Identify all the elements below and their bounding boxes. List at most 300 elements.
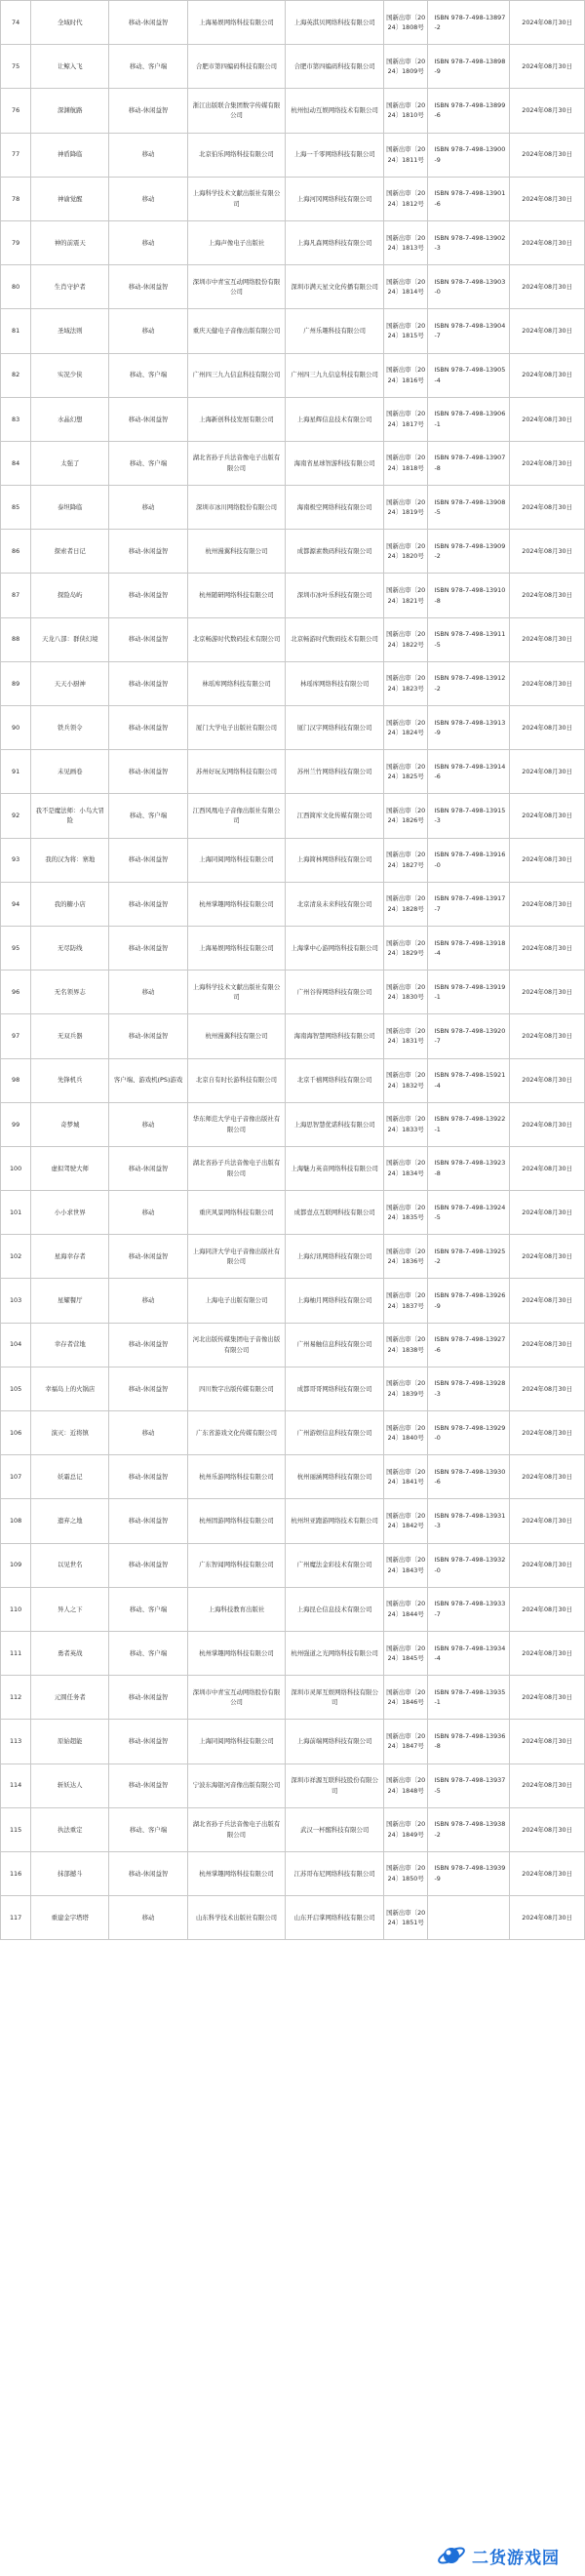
table-row [1, 220, 585, 264]
isbn-cell: ISBN 978-7-498-13923-8 [428, 1146, 510, 1190]
game-name-cell: 神的前震天 [31, 220, 109, 264]
game-name-cell: 遗弃之地 [31, 1499, 109, 1543]
operator-cell: 武汉一杯醒科技有限公司 [286, 1807, 384, 1851]
approval-number-cell: 国新出审〔2024〕1817号 [383, 397, 428, 441]
table-row [1, 1896, 585, 1940]
approval-date-cell: 2024年08月30日 [510, 1, 585, 45]
isbn-cell: ISBN 978-7-498-13924-5 [428, 1191, 510, 1235]
approval-date-cell: 2024年08月30日 [510, 1323, 585, 1367]
publisher-cell: 杭州漫翼科技有限公司 [187, 1014, 286, 1058]
table-row [1, 926, 585, 970]
approval-number-cell: 国新出审〔2024〕1827号 [383, 838, 428, 882]
approval-number-cell: 国新出审〔2024〕1810号 [383, 89, 428, 133]
publisher-cell: 重庆风景网络科技有限公司 [187, 1191, 286, 1235]
game-type-cell: 移动、客户端 [109, 1807, 187, 1851]
game-name-cell: 神盾降临 [31, 133, 109, 177]
game-type-cell: 移动、客户端 [109, 1631, 187, 1675]
approval-number-cell: 国新出审〔2024〕1843号 [383, 1543, 428, 1587]
approval-number-cell: 国新出审〔2024〕1809号 [383, 45, 428, 89]
isbn-cell: ISBN 978-7-498-13927-6 [428, 1323, 510, 1367]
publisher-cell: 杭州固游网络科技有限公司 [187, 1499, 286, 1543]
row-number-cell: 77 [1, 133, 31, 177]
approval-date-cell: 2024年08月30日 [510, 1631, 585, 1675]
approval-date-cell: 2024年08月30日 [510, 1896, 585, 1940]
operator-cell: 上海河冈网络科技有限公司 [286, 177, 384, 220]
row-number-cell: 95 [1, 926, 31, 970]
game-name-cell: 深渊航路 [31, 89, 109, 133]
game-type-cell: 移动-休闲益智 [109, 1014, 187, 1058]
isbn-cell: ISBN 978-7-498-13937-5 [428, 1764, 510, 1807]
isbn-cell: ISBN 978-7-498-13925-2 [428, 1235, 510, 1279]
approval-number-cell: 国新出审〔2024〕1815号 [383, 309, 428, 353]
isbn-cell: ISBN 978-7-498-13901-6 [428, 177, 510, 220]
publisher-cell: 上海新创科技发展有限公司 [187, 397, 286, 441]
isbn-cell: ISBN 978-7-498-13932-0 [428, 1543, 510, 1587]
publisher-cell: 山东科学技术出版社有限公司 [187, 1896, 286, 1940]
game-type-cell: 移动-休闲益智 [109, 661, 187, 705]
game-name-cell: 泰坦降临 [31, 486, 109, 530]
row-number-cell: 102 [1, 1235, 31, 1279]
approval-date-cell: 2024年08月30日 [510, 1411, 585, 1455]
approval-date-cell: 2024年08月30日 [510, 750, 585, 794]
isbn-cell: ISBN 978-7-498-13910-8 [428, 574, 510, 617]
approval-number-cell: 国新出审〔2024〕1812号 [383, 177, 428, 220]
approval-date-cell: 2024年08月30日 [510, 661, 585, 705]
isbn-cell: ISBN 978-7-498-13938-2 [428, 1807, 510, 1851]
isbn-cell: ISBN 978-7-498-13928-3 [428, 1367, 510, 1410]
table-row [1, 1367, 585, 1410]
game-type-cell: 移动 [109, 220, 187, 264]
game-name-cell: 无双兵器 [31, 1014, 109, 1058]
approval-number-cell: 国新出审〔2024〕1831号 [383, 1014, 428, 1058]
publisher-cell: 深圳市中青宝互动网络股份有限公司 [187, 265, 286, 309]
isbn-cell: ISBN 978-7-498-13906-1 [428, 397, 510, 441]
row-number-cell: 90 [1, 706, 31, 750]
approval-date-cell: 2024年08月30日 [510, 45, 585, 89]
publisher-cell: 上海同阅网络科技有限公司 [187, 838, 286, 882]
game-name-cell: 星耀餐厅 [31, 1279, 109, 1323]
publisher-cell: 重庆天健电子音像出版有限公司 [187, 309, 286, 353]
row-number-cell: 91 [1, 750, 31, 794]
game-name-cell: 神谕觉醒 [31, 177, 109, 220]
isbn-cell: ISBN 978-7-498-13920-7 [428, 1014, 510, 1058]
game-name-cell: 幸存者营地 [31, 1323, 109, 1367]
game-type-cell: 移动-休闲益智 [109, 617, 187, 661]
publisher-cell: 杭州掌趣网络科技有限公司 [187, 882, 286, 926]
row-number-cell: 86 [1, 530, 31, 574]
table-row [1, 1146, 585, 1190]
table-row [1, 617, 585, 661]
game-name-cell: 天龙八部：群侠幻境 [31, 617, 109, 661]
game-name-cell: 重建金字塔塔 [31, 1896, 109, 1940]
approval-date-cell: 2024年08月30日 [510, 882, 585, 926]
row-number-cell: 104 [1, 1323, 31, 1367]
approval-number-cell: 国新出审〔2024〕1813号 [383, 220, 428, 264]
isbn-cell: ISBN 978-7-498-13897-2 [428, 1, 510, 45]
game-type-cell: 移动-休闲益智 [109, 1720, 187, 1764]
row-number-cell: 78 [1, 177, 31, 220]
row-number-cell: 113 [1, 1720, 31, 1764]
game-name-cell: 我不是魔法师：小鸟大冒险 [31, 794, 109, 838]
game-type-cell: 移动、客户端 [109, 1587, 187, 1631]
table-row [1, 1587, 585, 1631]
approval-date-cell: 2024年08月30日 [510, 838, 585, 882]
table-row [1, 530, 585, 574]
approval-number-cell: 国新出审〔2024〕1845号 [383, 1631, 428, 1675]
approval-number-cell: 国新出审〔2024〕1822号 [383, 617, 428, 661]
game-name-cell: 幸福岛上的火锅店 [31, 1367, 109, 1410]
approval-number-cell: 国新出审〔2024〕1849号 [383, 1807, 428, 1851]
operator-cell: 杭州强道之光网络科技有限公司 [286, 1631, 384, 1675]
game-type-cell: 移动 [109, 1191, 187, 1235]
approval-number-cell: 国新出审〔2024〕1819号 [383, 486, 428, 530]
row-number-cell: 108 [1, 1499, 31, 1543]
operator-cell: 上海柚月网络科技有限公司 [286, 1279, 384, 1323]
game-name-cell: 铁兵领令 [31, 706, 109, 750]
game-type-cell: 移动-休闲益智 [109, 706, 187, 750]
row-number-cell: 92 [1, 794, 31, 838]
operator-cell: 广州四三九九信息科技有限公司 [286, 353, 384, 397]
publisher-cell: 上海科学技术文献出版社有限公司 [187, 971, 286, 1014]
table-row [1, 1411, 585, 1455]
row-number-cell: 116 [1, 1851, 31, 1895]
operator-cell: 广州谷得网络科技有限公司 [286, 971, 384, 1014]
publisher-cell: 广东智闻网络科技有限公司 [187, 1543, 286, 1587]
game-type-cell: 移动-休闲益智 [109, 1455, 187, 1499]
isbn-cell: ISBN 978-7-498-13935-1 [428, 1676, 510, 1720]
approval-table-body [1, 1, 585, 1940]
game-type-cell: 移动-休闲益智 [109, 1851, 187, 1895]
isbn-cell: ISBN 978-7-498-13933-7 [428, 1587, 510, 1631]
operator-cell: 上海幻讯网络科技有限公司 [286, 1235, 384, 1279]
game-name-cell: 星海幸存者 [31, 1235, 109, 1279]
operator-cell: 北京清泉未来科技有限公司 [286, 882, 384, 926]
row-number-cell: 88 [1, 617, 31, 661]
game-name-cell: 天天小厨神 [31, 661, 109, 705]
row-number-cell: 97 [1, 1014, 31, 1058]
game-name-cell: 圣域法则 [31, 309, 109, 353]
row-number-cell: 74 [1, 1, 31, 45]
approval-number-cell: 国新出审〔2024〕1847号 [383, 1720, 428, 1764]
publisher-cell: 杭州漫翼科技有限公司 [187, 530, 286, 574]
operator-cell: 上海英淇贝网络科技有限公司 [286, 1, 384, 45]
publisher-cell: 湖北省孙子兵法音像电子出版有限公司 [187, 441, 286, 485]
approval-number-cell: 国新出审〔2024〕1838号 [383, 1323, 428, 1367]
row-number-cell: 114 [1, 1764, 31, 1807]
table-row [1, 1499, 585, 1543]
game-type-cell: 移动-休闲益智 [109, 1499, 187, 1543]
game-type-cell: 移动-休闲益智 [109, 750, 187, 794]
publisher-cell: 河北出版传媒集团电子音像出版有限公司 [187, 1323, 286, 1367]
row-number-cell: 82 [1, 353, 31, 397]
game-name-cell: 无尽防线 [31, 926, 109, 970]
publisher-cell: 北京畅游时代数码技术有限公司 [187, 617, 286, 661]
row-number-cell: 75 [1, 45, 31, 89]
approval-date-cell: 2024年08月30日 [510, 1279, 585, 1323]
publisher-cell: 上海易娱网络科技有限公司 [187, 926, 286, 970]
game-type-cell: 移动-休闲益智 [109, 838, 187, 882]
table-row [1, 750, 585, 794]
approval-number-cell: 国新出审〔2024〕1841号 [383, 1455, 428, 1499]
game-type-cell: 移动 [109, 133, 187, 177]
approval-number-cell: 国新出审〔2024〕1814号 [383, 265, 428, 309]
operator-cell: 广州游娱信息科技有限公司 [286, 1411, 384, 1455]
game-type-cell: 移动-休闲益智 [109, 1676, 187, 1720]
game-type-cell: 移动-休闲益智 [109, 574, 187, 617]
game-type-cell: 移动-休闲益智 [109, 882, 187, 926]
game-name-cell: 抹部撼斗 [31, 1851, 109, 1895]
row-number-cell: 81 [1, 309, 31, 353]
game-type-cell: 移动-休闲益智 [109, 1235, 187, 1279]
table-row [1, 574, 585, 617]
isbn-cell: ISBN 978-7-498-13939-9 [428, 1851, 510, 1895]
isbn-cell: ISBN 978-7-498-13911-5 [428, 617, 510, 661]
isbn-cell: ISBN 978-7-498-13916-0 [428, 838, 510, 882]
row-number-cell: 112 [1, 1676, 31, 1720]
publisher-cell: 林瑶库网络科技有限公司 [187, 661, 286, 705]
game-name-cell: 异人之下 [31, 1587, 109, 1631]
isbn-cell: ISBN 978-7-498-13898-9 [428, 45, 510, 89]
publisher-cell: 上海同济大学电子音像出版社有限公司 [187, 1235, 286, 1279]
table-row [1, 89, 585, 133]
approval-number-cell: 国新出审〔2024〕1818号 [383, 441, 428, 485]
table-row [1, 265, 585, 309]
publisher-cell: 厦门大学电子出版社有限公司 [187, 706, 286, 750]
operator-cell: 上海凡森网络科技有限公司 [286, 220, 384, 264]
operator-cell: 深圳市祥源互联科技股份有限公司 [286, 1764, 384, 1807]
table-row [1, 1279, 585, 1323]
publisher-cell: 合肥市第四编码科技有限公司 [187, 45, 286, 89]
approval-date-cell: 2024年08月30日 [510, 1851, 585, 1895]
approval-number-cell: 国新出审〔2024〕1834号 [383, 1146, 428, 1190]
approval-number-cell: 国新出审〔2024〕1850号 [383, 1851, 428, 1895]
approval-date-cell: 2024年08月30日 [510, 441, 585, 485]
publisher-cell: 四川数字出版传媒有限公司 [187, 1367, 286, 1410]
isbn-cell: ISBN 978-7-498-13934-4 [428, 1631, 510, 1675]
publisher-cell: 华东师范大学电子音像出版社有限公司 [187, 1102, 286, 1146]
row-number-cell: 105 [1, 1367, 31, 1410]
row-number-cell: 93 [1, 838, 31, 882]
approval-number-cell: 国新出审〔2024〕1839号 [383, 1367, 428, 1410]
isbn-cell: ISBN 978-7-498-13913-9 [428, 706, 510, 750]
game-name-cell: 未见画卷 [31, 750, 109, 794]
row-number-cell: 115 [1, 1807, 31, 1851]
operator-cell: 上海星辉信息技术有限公司 [286, 397, 384, 441]
approval-number-cell: 国新出审〔2024〕1816号 [383, 353, 428, 397]
approval-date-cell: 2024年08月30日 [510, 1235, 585, 1279]
approval-date-cell: 2024年08月30日 [510, 574, 585, 617]
operator-cell: 海南极空网络科技有限公司 [286, 486, 384, 530]
approval-number-cell: 国新出审〔2024〕1848号 [383, 1764, 428, 1807]
game-name-cell: 生肖守护者 [31, 265, 109, 309]
row-number-cell: 110 [1, 1587, 31, 1631]
operator-cell: 北京千禧网络科技有限公司 [286, 1058, 384, 1102]
isbn-cell: ISBN 978-7-498-13903-0 [428, 265, 510, 309]
game-type-cell: 移动-休闲益智 [109, 265, 187, 309]
row-number-cell: 84 [1, 441, 31, 485]
row-number-cell: 101 [1, 1191, 31, 1235]
approval-number-cell: 国新出审〔2024〕1829号 [383, 926, 428, 970]
row-number-cell: 80 [1, 265, 31, 309]
isbn-cell: ISBN 978-7-498-13918-4 [428, 926, 510, 970]
isbn-cell: ISBN 978-7-498-13930-6 [428, 1455, 510, 1499]
operator-cell: 广州魔法金彩技术有限公司 [286, 1543, 384, 1587]
isbn-cell: ISBN 978-7-498-13908-5 [428, 486, 510, 530]
isbn-cell: ISBN 978-7-498-13917-7 [428, 882, 510, 926]
row-number-cell: 96 [1, 971, 31, 1014]
row-number-cell: 79 [1, 220, 31, 264]
row-number-cell: 89 [1, 661, 31, 705]
game-name-cell: 太强了 [31, 441, 109, 485]
operator-cell: 成都壹点互联网科技有限公司 [286, 1191, 384, 1235]
game-type-cell: 移动 [109, 1279, 187, 1323]
game-name-cell: 小小求世界 [31, 1191, 109, 1235]
publisher-cell: 上海科学技术文献出版社有限公司 [187, 177, 286, 220]
operator-cell: 广州乐趣科技有限公司 [286, 309, 384, 353]
isbn-cell: ISBN 978-7-498-13914-6 [428, 750, 510, 794]
game-type-cell: 移动-休闲益智 [109, 1, 187, 45]
game-name-cell: 妖霜总记 [31, 1455, 109, 1499]
approval-date-cell: 2024年08月30日 [510, 397, 585, 441]
table-row [1, 1058, 585, 1102]
approval-date-cell: 2024年08月30日 [510, 1455, 585, 1499]
operator-cell: 合肥市第四编码科技有限公司 [286, 45, 384, 89]
publisher-cell: 宁波东海银河音像出版有限公司 [187, 1764, 286, 1807]
publisher-cell: 江西风凰电子音像出版社有限公司 [187, 794, 286, 838]
operator-cell: 深圳市灵犀互娱网络科技有限公司 [286, 1676, 384, 1720]
table-row [1, 1676, 585, 1720]
approval-date-cell: 2024年08月30日 [510, 926, 585, 970]
isbn-cell: ISBN 978-7-498-15921-4 [428, 1058, 510, 1102]
game-type-cell: 移动-休闲益智 [109, 926, 187, 970]
table-row [1, 1455, 585, 1499]
publisher-cell: 北京伯乐网络科技有限公司 [187, 133, 286, 177]
isbn-cell: ISBN 978-7-498-13919-1 [428, 971, 510, 1014]
approval-number-cell: 国新出审〔2024〕1828号 [383, 882, 428, 926]
game-type-cell: 移动-休闲益智 [109, 1323, 187, 1367]
operator-cell: 上海一千零网络科技有限公司 [286, 133, 384, 177]
game-name-cell: 执法重定 [31, 1807, 109, 1851]
publisher-cell: 杭州掌趣网络科技有限公司 [187, 1631, 286, 1675]
operator-cell: 山东开启掌网络科技有限公司 [286, 1896, 384, 1940]
game-name-cell: 奇梦城 [31, 1102, 109, 1146]
game-name-cell: 我的糖小店 [31, 882, 109, 926]
table-row [1, 1543, 585, 1587]
table-row [1, 1102, 585, 1146]
game-name-cell: 原始超能 [31, 1720, 109, 1764]
game-name-cell: 探险岛屿 [31, 574, 109, 617]
operator-cell: 深圳市满天星文化传播有限公司 [286, 265, 384, 309]
row-number-cell: 111 [1, 1631, 31, 1675]
approval-number-cell: 国新出审〔2024〕1825号 [383, 750, 428, 794]
approval-number-cell: 国新出审〔2024〕1808号 [383, 1, 428, 45]
row-number-cell: 85 [1, 486, 31, 530]
table-row [1, 1014, 585, 1058]
table-row [1, 1764, 585, 1807]
table-row [1, 1807, 585, 1851]
operator-cell: 杭州恒动互娱网络技术有限公司 [286, 89, 384, 133]
operator-cell: 林瑶库网络科技有限公司 [286, 661, 384, 705]
table-row [1, 1851, 585, 1895]
approval-date-cell: 2024年08月30日 [510, 1191, 585, 1235]
isbn-cell: ISBN 978-7-498-13905-4 [428, 353, 510, 397]
operator-cell: 江苏哥布尼网络科技有限公司 [286, 1851, 384, 1895]
isbn-cell: ISBN 978-7-498-13899-6 [428, 89, 510, 133]
row-number-cell: 100 [1, 1146, 31, 1190]
table-row [1, 661, 585, 705]
isbn-cell: ISBN 978-7-498-13926-9 [428, 1279, 510, 1323]
game-type-cell: 移动-休闲益智 [109, 397, 187, 441]
approval-number-cell: 国新出审〔2024〕1840号 [383, 1411, 428, 1455]
operator-cell: 杭州丽涵网络科技有限公司 [286, 1455, 384, 1499]
table-row [1, 353, 585, 397]
table-row [1, 1720, 585, 1764]
game-name-cell: 实况少侠 [31, 353, 109, 397]
approval-number-cell: 国新出审〔2024〕1821号 [383, 574, 428, 617]
approval-date-cell: 2024年08月30日 [510, 133, 585, 177]
approval-date-cell: 2024年08月30日 [510, 1014, 585, 1058]
table-row [1, 838, 585, 882]
approval-date-cell: 2024年08月30日 [510, 1499, 585, 1543]
approval-date-cell: 2024年08月30日 [510, 1102, 585, 1146]
game-name-cell: 让鲸入飞 [31, 45, 109, 89]
publisher-cell: 广州四三九九信息科技有限公司 [187, 353, 286, 397]
approval-number-cell: 国新出审〔2024〕1823号 [383, 661, 428, 705]
table-row [1, 1, 585, 45]
table-row [1, 309, 585, 353]
game-name-cell: 全域时代 [31, 1, 109, 45]
approval-date-cell: 2024年08月30日 [510, 1367, 585, 1410]
game-type-cell: 客户端、游戏机(PS)游戏 [109, 1058, 187, 1102]
publisher-cell: 上海电子出版有限公司 [187, 1279, 286, 1323]
approval-date-cell: 2024年08月30日 [510, 1720, 585, 1764]
game-type-cell: 移动、客户端 [109, 794, 187, 838]
approval-number-cell: 国新出审〔2024〕1842号 [383, 1499, 428, 1543]
operator-cell: 上海魅力英音网络科技有限公司 [286, 1146, 384, 1190]
operator-cell: 成都哥哥网络科技有限公司 [286, 1367, 384, 1410]
row-number-cell: 117 [1, 1896, 31, 1940]
publisher-cell: 深圳市冰川网络股份有限公司 [187, 486, 286, 530]
publisher-cell: 上海同阅网络科技有限公司 [187, 1720, 286, 1764]
publisher-cell: 浙江出版联合集团数字传媒有限公司 [187, 89, 286, 133]
approval-date-cell: 2024年08月30日 [510, 309, 585, 353]
watermark-text: 二货游戏园 [472, 2548, 560, 2568]
approval-number-cell: 国新出审〔2024〕1837号 [383, 1279, 428, 1323]
table-row [1, 1631, 585, 1675]
table-row [1, 397, 585, 441]
row-number-cell: 83 [1, 397, 31, 441]
game-type-cell: 移动-休闲益智 [109, 530, 187, 574]
game-type-cell: 移动、客户端 [109, 441, 187, 485]
table-row [1, 133, 585, 177]
game-name-cell: 我的汉为将：寨地 [31, 838, 109, 882]
operator-cell: 杭州坦亚跑游网络技术有限公司 [286, 1499, 384, 1543]
operator-cell: 广州易触信息科技有限公司 [286, 1323, 384, 1367]
approval-number-cell: 国新出审〔2024〕1833号 [383, 1102, 428, 1146]
isbn-cell: ISBN 978-7-498-13915-3 [428, 794, 510, 838]
isbn-cell: ISBN 978-7-498-13909-2 [428, 530, 510, 574]
table-row [1, 882, 585, 926]
approval-date-cell: 2024年08月30日 [510, 530, 585, 574]
row-number-cell: 109 [1, 1543, 31, 1587]
row-number-cell: 106 [1, 1411, 31, 1455]
row-number-cell: 76 [1, 89, 31, 133]
publisher-cell: 深圳市中青宝互动网络股份有限公司 [187, 1676, 286, 1720]
approval-number-cell: 国新出审〔2024〕1811号 [383, 133, 428, 177]
publisher-cell: 杭州乐游网络科技有限公司 [187, 1455, 286, 1499]
game-name-cell: 演灭：近将镇 [31, 1411, 109, 1455]
approval-number-cell: 国新出审〔2024〕1820号 [383, 530, 428, 574]
